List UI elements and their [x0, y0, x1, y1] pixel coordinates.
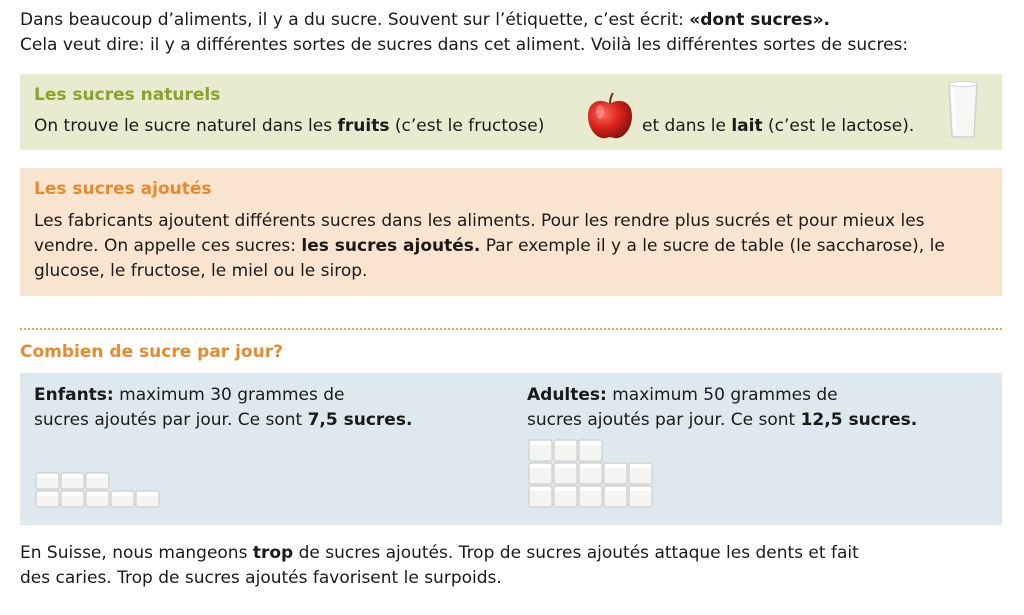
sugar-cube [579, 440, 602, 461]
added-sugars-bold: les sucres ajoutés. [301, 236, 481, 256]
natural-sugars-title: Les sucres naturels [34, 85, 221, 105]
sugar-cube [36, 473, 59, 489]
added-sugars-title: Les sucres ajoutés [34, 179, 212, 199]
daily-sugar-title: Combien de sucre par jour? [20, 342, 283, 362]
adults-text-b: sucres ajoutés par jour. Ce sont [527, 410, 801, 430]
sugar-cubes-children-icon [34, 455, 164, 511]
outro-paragraph [20, 541, 1010, 591]
added-sugars-text [34, 209, 994, 284]
sugar-cube [529, 440, 552, 461]
sugar-cube [604, 463, 627, 484]
sugar-cube [529, 486, 552, 507]
children-label: Enfants: [34, 385, 114, 405]
sugar-cube [554, 440, 577, 461]
outro-text-line2: des caries. Trop de sucres ajoutés favorisent le surpoids. [20, 568, 502, 588]
sugar-cube [61, 473, 84, 489]
sugar-cube [111, 491, 134, 507]
daily-sugar-box [20, 373, 1002, 525]
sugar-cube [554, 486, 577, 507]
intro-text: Dans beaucoup d’aliments, il y a du sucre. Souvent sur l’étiquette, c’est écrit: [20, 10, 690, 30]
sugar-cube [554, 463, 577, 484]
dotted-divider [20, 328, 1002, 330]
children-text-b: sucres ajoutés par jour. Ce sont [34, 410, 308, 430]
adults-value: 12,5 sucres. [800, 410, 918, 430]
sugar-cube [61, 491, 84, 507]
adults-text-a: maximum 50 grammes de [606, 385, 838, 405]
outro-bold-word: trop [252, 543, 294, 563]
sugar-cube [579, 463, 602, 484]
glass-of-milk-icon [946, 80, 980, 140]
added-text-b: Par exemple il y a le sucre de table (le saccharose), le glucose, le fructose, le miel ou le sirop. [34, 236, 945, 281]
fruits-word: fruits [337, 116, 390, 136]
outro-text-b: de sucres ajoutés. Trop de sucres ajoutés attaque les dents et fait [293, 543, 859, 563]
intro-bold-label: «dont sucres». [689, 10, 831, 30]
natural-text-d: (c’est le lactose). [762, 116, 915, 136]
intro-text-line2: Cela veut dire: il y a différentes sortes de sucres dans cet aliment. Voilà les différentes sortes de sucres: [20, 35, 909, 55]
sugar-cube [629, 463, 652, 484]
sugar-cube [136, 491, 159, 507]
sugar-cubes-adults-icon [527, 437, 657, 511]
children-text-a: maximum 30 grammes de [113, 385, 345, 405]
natural-text-b: (c’est le fructose) [389, 116, 545, 136]
children-recommendation [34, 383, 454, 433]
adults-recommendation [527, 383, 947, 433]
natural-sugars-text [34, 114, 544, 139]
added-sugars-box [20, 168, 1002, 296]
natural-sugars-text-2 [642, 114, 914, 139]
sugar-cube [86, 491, 109, 507]
sugar-cube [629, 486, 652, 507]
sugar-cube [36, 491, 59, 507]
sugar-cube [529, 463, 552, 484]
apple-icon [584, 90, 636, 142]
outro-text-a: En Suisse, nous mangeons [20, 543, 253, 563]
sugar-cube [579, 486, 602, 507]
natural-text-c: et dans le [642, 116, 732, 136]
milk-word: lait [731, 116, 763, 136]
intro-paragraph [20, 8, 1010, 58]
adults-label: Adultes: [527, 385, 607, 405]
sugar-cube [604, 486, 627, 507]
natural-sugars-box [20, 74, 1002, 150]
added-text-a: Les fabricants ajoutent différents sucres dans les aliments. Pour les rendre plus sucrés et pour mieux les vendre. On appelle ces sucres: [34, 211, 925, 256]
sugar-cube [86, 473, 109, 489]
natural-text-a: On trouve le sucre naturel dans les [34, 116, 338, 136]
children-value: 7,5 sucres. [307, 410, 413, 430]
